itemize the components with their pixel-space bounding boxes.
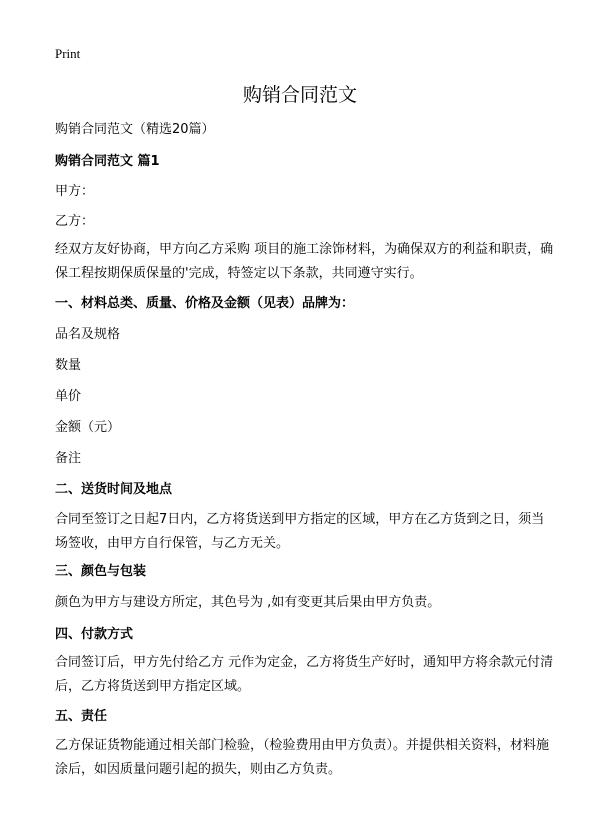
field-item-spec: 品名及规格 — [55, 327, 121, 342]
document-subtitle: 购销合同范文（精选20篇） — [55, 122, 215, 137]
field-quantity: 数量 — [55, 358, 82, 373]
party-b-label: 乙方： — [55, 214, 95, 229]
heading-payment: 四、付款方式 — [55, 627, 134, 642]
party-a-label: 甲方： — [55, 184, 95, 199]
section-title: 购销合同范文 篇1 — [55, 154, 160, 169]
heading-color-packaging: 三、颜色与包装 — [55, 564, 147, 579]
field-unit-price: 单价 — [55, 389, 82, 404]
field-amount: 金额（元） — [55, 420, 121, 435]
document-title: 购销合同范文 — [242, 84, 357, 106]
intro-paragraph: 经双方友好协商，甲方向乙方采购 项目的施工涂饰材料，为确保双方的利益和职责，确保工程按期保质保量的'完成，特签定以下条款，共同遵守实行。 — [55, 242, 554, 281]
field-remarks: 备注 — [55, 451, 82, 466]
heading-materials: 一、材料总类、质量、价格及金额（见表）品牌为： — [55, 296, 355, 311]
heading-responsibility: 五、责任 — [55, 709, 108, 724]
color-paragraph: 颜色为甲方与建设方所定，其色号为 ,如有变更其后果由甲方负责。 — [55, 595, 441, 610]
payment-paragraph: 合同签订后，甲方先付给乙方 元作为定金，乙方将货生产好时，通知甲方将余款元付清后，乙方将货送到甲方指定区域。 — [55, 655, 554, 694]
responsibility-paragraph: 乙方保证货物能通过相关部门检验，（检验费用由甲方负责）。并提供相关资料，材料施涂后，如因质量问题引起的损失，则由乙方负责。 — [55, 738, 550, 777]
heading-delivery: 二、送货时间及地点 — [55, 482, 173, 497]
print-link[interactable]: Print — [55, 46, 81, 61]
delivery-paragraph: 合同至签订之日起7日内，乙方将货送到甲方指定的区域，甲方在乙方货到之日，须当场签收，由甲方自行保管，与乙方无关。 — [55, 512, 545, 551]
